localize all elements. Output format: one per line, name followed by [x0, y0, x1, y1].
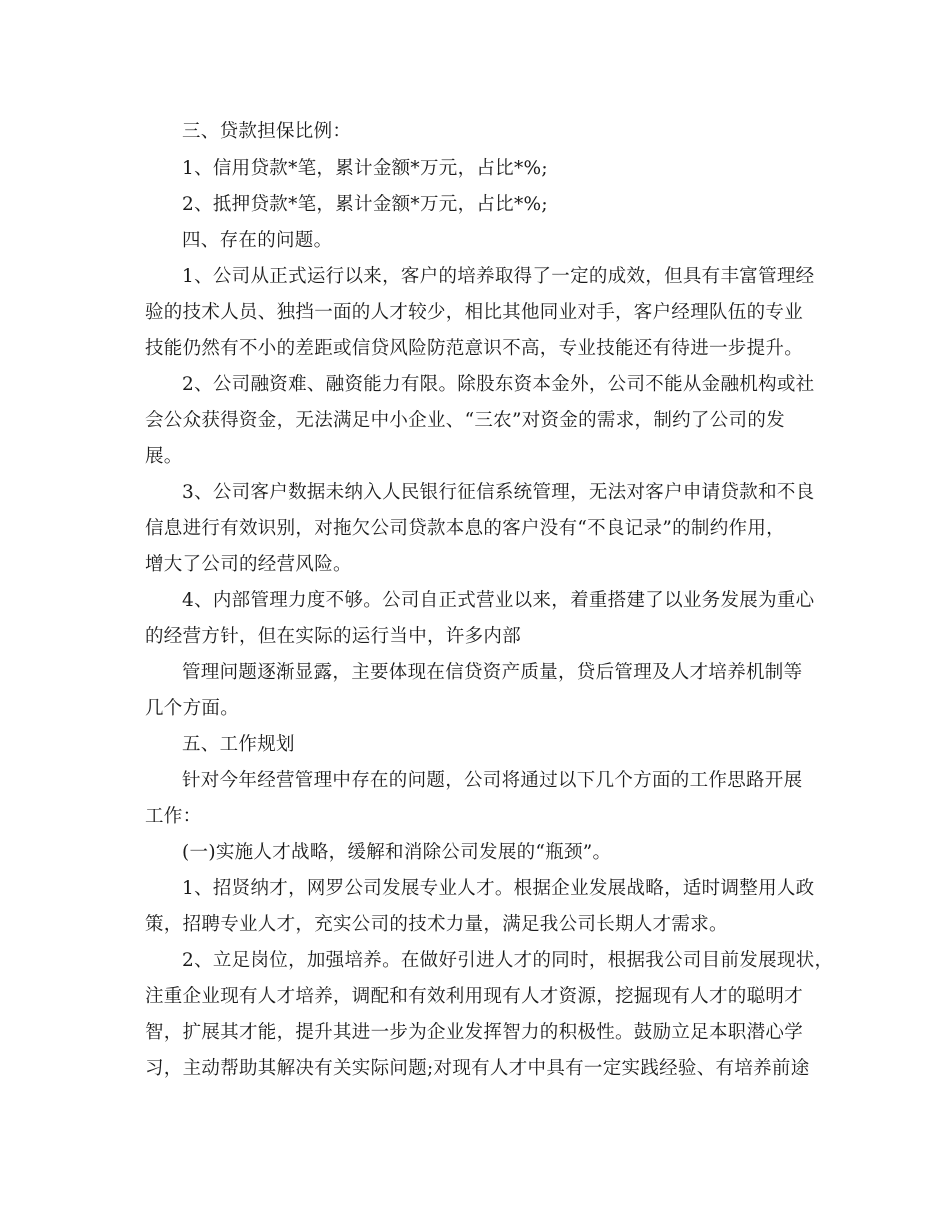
- paragraph-line: 几个方面。: [145, 698, 240, 719]
- paragraph-line: 1、公司从正式运行以来，客户的培养取得了一定的成效，但具有丰富管理经: [182, 266, 815, 287]
- paragraph-line: 会公众获得资金，无法满足中小企业、“三农”对资金的需求，制约了公司的发: [145, 410, 785, 431]
- paragraph-line: 增大了公司的经营风险。: [145, 554, 352, 575]
- paragraph-line: 4、内部管理力度不够。公司自正式营业以来，着重搭建了以业务发展为重心: [182, 590, 815, 611]
- paragraph-line: 工作：: [145, 806, 202, 827]
- paragraph-line: 注重企业现有人才培养，调配和有效利用现有人才资源，挖掘现有人才的聪明才: [145, 986, 804, 1007]
- paragraph-line: 的经营方针，但在实际的运行当中，许多内部: [145, 626, 522, 647]
- subsection-heading-talent-strategy: (一)实施人才战略，缓解和消除公司发展的“瓶颈”。: [182, 842, 612, 863]
- section-heading-problems: 四、存在的问题。: [182, 230, 333, 251]
- paragraph-line: 3、公司客户数据未纳入人民银行征信系统管理，无法对客户申请贷款和不良: [182, 482, 815, 503]
- section-heading-loan-guarantee: 三、贷款担保比例：: [182, 121, 352, 142]
- paragraph-line: 习，主动帮助其解决有关实际问题;对现有人才中具有一定实践经验、有培养前途: [145, 1058, 810, 1079]
- paragraph-line: 1、招贤纳才，网罗公司发展专业人才。根据企业发展战略，适时调整用人政: [182, 878, 815, 899]
- list-item-credit-loan: 1、信用贷款*笔，累计金额*万元，占比*%;: [182, 158, 548, 179]
- paragraph-line: 管理问题逐渐显露，主要体现在信贷资产质量，贷后管理及人才培养机制等: [182, 662, 803, 683]
- paragraph-line: 2、公司融资难、融资能力有限。除股东资本金外，公司不能从金融机构或社: [182, 374, 815, 395]
- paragraph-line: 技能仍然有不小的差距或信贷风险防范意识不高，专业技能还有待进一步提升。: [145, 338, 804, 359]
- paragraph-line: 针对今年经营管理中存在的问题，公司将通过以下几个方面的工作思路开展: [182, 770, 803, 791]
- paragraph-line: 策，招聘专业人才，充实公司的技术力量，满足我公司长期人才需求。: [145, 914, 728, 935]
- paragraph-line: 验的技术人员、独挡一面的人才较少，相比其他同业对手，客户经理队伍的专业: [145, 302, 804, 323]
- paragraph-line: 2、立足岗位，加强培养。在做好引进人才的同时，根据我公司目前发展现状，: [182, 950, 834, 971]
- paragraph-line: 信息进行有效识别，对拖欠公司贷款本息的客户没有“不良记录”的制约作用，: [145, 518, 785, 539]
- paragraph-line: 展。: [145, 446, 183, 467]
- section-heading-work-plan: 五、工作规划: [182, 734, 295, 755]
- paragraph-line: 智，扩展其才能，提升其进一步为企业发挥智力的积极性。鼓励立足本职潜心学: [145, 1022, 804, 1043]
- list-item-mortgage-loan: 2、抵押贷款*笔，累计金额*万元，占比*%;: [182, 194, 548, 215]
